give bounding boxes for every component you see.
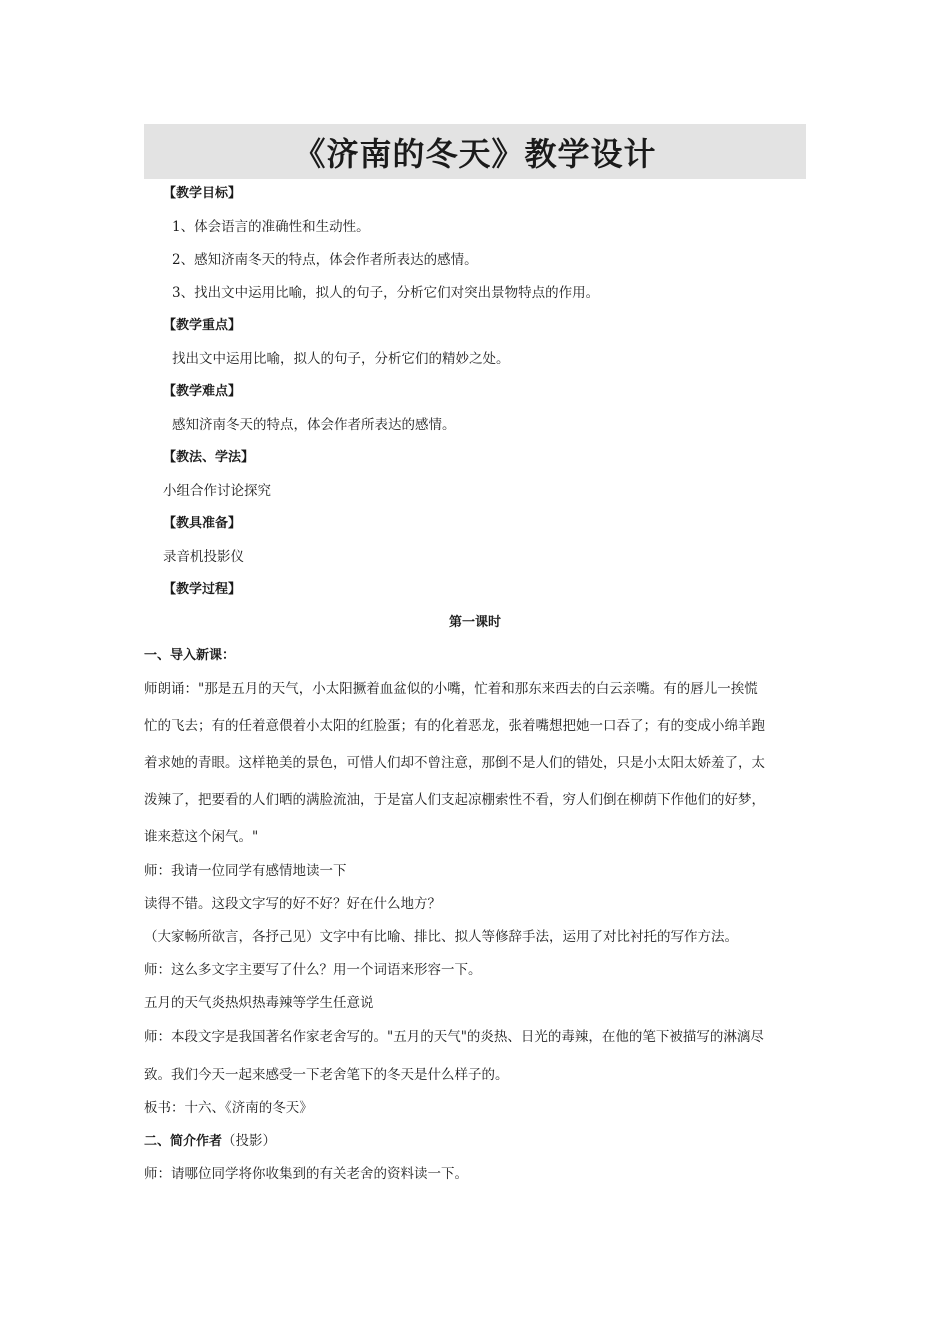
part2-suffix: （投影） [222, 1133, 277, 1149]
body-line: 致。我们今天一起来感受一下老舍笔下的冬天是什么样子的。 [144, 1067, 509, 1083]
part2-heading: 二、简介作者 [144, 1134, 223, 1149]
key-points-text: 找出文中运用比喻，拟人的句子，分析它们的精妙之处。 [172, 351, 510, 367]
body-line: 泼辣了，把要看的人们晒的满脸流油，于是富人们支起凉棚索性不看，穷人们倒在柳荫下作他们的好梦， [144, 792, 765, 808]
key-points-heading: 【教学重点】 [163, 318, 242, 333]
document-title: 《济南的冬天》教学设计 [293, 134, 657, 173]
process-heading: 【教学过程】 [163, 582, 242, 597]
part2-line [144, 1132, 276, 1151]
final-line: 师：请哪位同学将你收集到的有关老舍的资料读一下。 [144, 1166, 468, 1182]
goal-item: 3、找出文中运用比喻，拟人的句子，分析它们对突出景物特点的作用。 [172, 285, 600, 301]
body-line: 忙的飞去；有的任着意偎着小太阳的红脸蛋；有的化着恶龙，张着嘴想把她一口吞了；有的变成小绵羊跑 [144, 718, 765, 734]
difficulty-heading: 【教学难点】 [163, 384, 242, 399]
goal-item: 2、感知济南冬天的特点，体会作者所表达的感情。 [172, 252, 478, 268]
tools-text: 录音机投影仪 [163, 549, 244, 565]
title-banner [144, 124, 806, 179]
body-line: 板书：十六、《济南的冬天》 [144, 1100, 313, 1116]
lesson-title: 第一课时 [448, 615, 501, 630]
body-line: 师：这么多文字主要写了什么？用一个词语来形容一下。 [144, 962, 482, 978]
method-heading: 【教法、学法】 [163, 450, 255, 465]
body-line: 读得不错。这段文字写的好不好？好在什么地方？ [144, 896, 441, 912]
tools-heading: 【教具准备】 [163, 516, 242, 531]
method-text: 小组合作讨论探究 [163, 483, 271, 499]
goal-item: 1、体会语言的准确性和生动性。 [172, 219, 370, 235]
body-line: 谁来惹这个闲气。" [144, 829, 259, 845]
body-line: （大家畅所欲言，各抒己见）文字中有比喻、排比、拟人等修辞手法，运用了对比衬托的写作方法。 [144, 929, 738, 945]
body-line: 着求她的青眼。这样艳美的景色，可惜人们却不曾注意，那倒不是人们的错处，只是小太阳太娇羞了，太 [144, 755, 765, 771]
difficulty-text: 感知济南冬天的特点，体会作者所表达的感情。 [172, 417, 456, 433]
body-line: 师朗诵："那是五月的天气，小太阳撅着血盆似的小嘴，忙着和那东来西去的白云亲嘴。有的唇儿一挨慌 [144, 681, 758, 697]
part1-heading: 一、导入新课： [144, 648, 236, 663]
body-line: 师：我请一位同学有感情地读一下 [144, 863, 347, 879]
body-line: 师：本段文字是我国著名作家老舍写的。"五月的天气"的炎热、日光的毒辣，在他的笔下被描写的淋漓尽 [144, 1029, 764, 1045]
goals-heading: 【教学目标】 [163, 186, 242, 201]
body-line: 五月的天气炎热炽热毒辣等学生任意说 [144, 995, 374, 1011]
